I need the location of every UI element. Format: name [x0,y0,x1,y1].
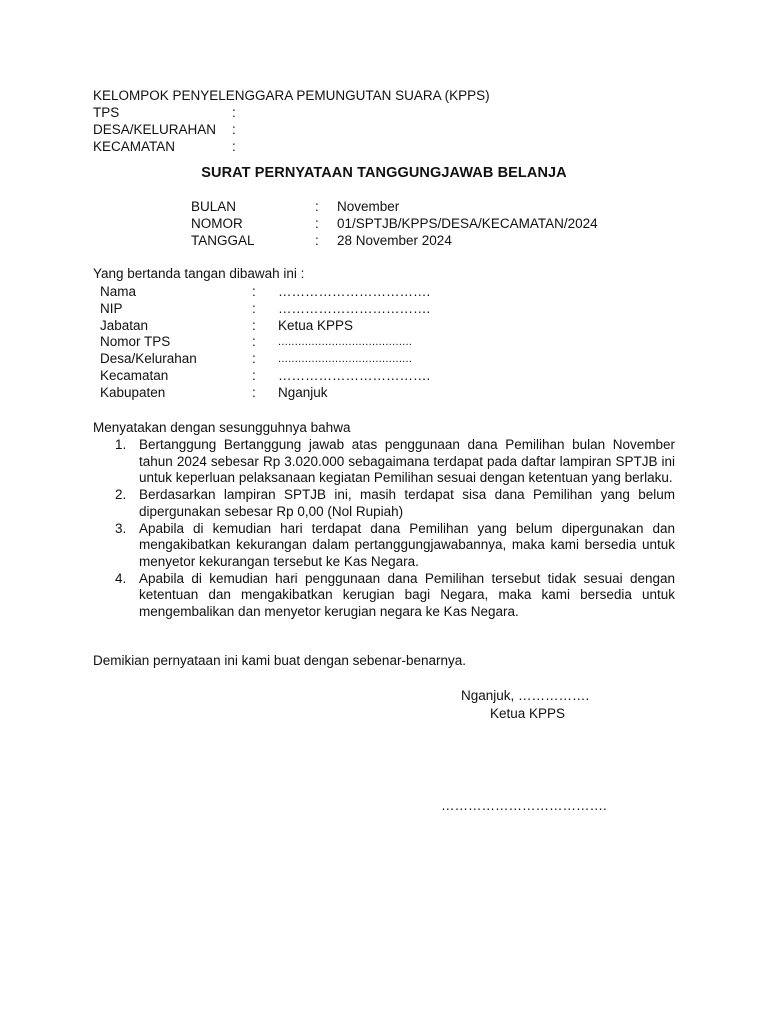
identity-row-nomor-tps [100,334,430,351]
statement-item [115,437,675,487]
meta-row-bulan [191,198,598,215]
statement-list [115,437,675,621]
statement-item [115,571,675,621]
statement-intro: Menyatakan dengan sesungguhnya bahwa [93,420,351,435]
meta-colon: : [315,216,319,231]
statement-number: 2. [115,487,127,503]
meta-row-nomor [191,215,598,232]
signature-place-date: Nganjuk, ……………. [461,688,590,703]
identity-value: Nganjuk [278,384,328,400]
identity-colon: : [252,384,256,400]
intro-text: Yang bertanda tangan dibawah ini : [93,266,305,281]
meta-label: NOMOR [191,216,243,231]
identity-colon: : [252,317,256,333]
statement-text: Berdasarkan lampiran SPTJB ini, masih terdapat sisa dana Pemilihan yang belum dipergunakan sebesar Rp 0,00 (Nol Rupiah) [139,487,675,519]
statement-text: Apabila di kemudian hari penggunaan dana Pemilihan tersebut tidak sesuai dengan ketentuan dan mengakibatkan kerugian bagi Negara, maka kami bersedia untuk mengembalikan dan menyetor kerugian negara ke Kas Negara. [139,570,675,620]
identity-row-kabupaten [100,385,430,402]
statement-text: Apabila di kemudian hari terdapat dana Pemilihan yang belum dipergunakan dan mengakibatkan kekurangan dalam pertanggungjawabannya, maka kami bersedia untuk menyetor kekurangan tersebut ke Kas Negara. [139,520,675,569]
meta-row-tanggal [191,232,598,249]
header-label: TPS [93,105,120,120]
identity-colon: : [252,284,256,299]
header-row-tps [93,104,490,121]
statement-number: 3. [115,520,127,536]
header-colon: : [232,139,236,154]
meta-colon: : [315,199,319,214]
closing-text: Demikian pernyataan ini kami buat dengan sebenar-benarnya. [93,653,466,668]
identity-row-nip [100,301,430,318]
statement-number: 1. [115,437,127,452]
header-colon: : [232,122,236,137]
organization-name: KELOMPOK PENYELENGGARA PEMUNGUTAN SUARA (KPPS) [93,88,490,103]
signature-role: Ketua KPPS [490,706,566,721]
document-meta [191,198,598,249]
meta-label: TANGGAL [191,233,255,248]
letter-header [93,87,490,155]
header-label: KECAMATAN [93,139,176,154]
identity-value: ........................................ [278,353,413,366]
header-colon: : [232,105,236,120]
identity-row-kecamatan [100,368,430,385]
identity-colon: : [252,300,256,316]
identity-row-jabatan [100,318,430,335]
identity-value: ……………………………. [278,300,431,316]
header-row-desa [93,121,490,138]
identity-value: ……………………………. [278,367,431,383]
identity-label: Desa/Kelurahan [100,351,197,367]
identity-label: Nomor TPS [100,334,171,350]
identity-label: Kecamatan [100,367,169,383]
meta-value: November [337,199,400,214]
header-label: DESA/KELURAHAN [93,122,217,137]
meta-value: 28 November 2024 [337,233,452,248]
statement-text: Bertanggung Bertanggung jawab atas penggunaan dana Pemilihan bulan November tahun 2024 sebesar Rp 3.020.000 sebagaimana terdapat pada daftar lampiran SPTJB ini untuk keperluan pelaksanaan kegiatan Pemilihan sesuai dengan ketentuan yang berlaku. [139,437,675,486]
meta-label: BULAN [191,199,237,214]
identity-row-nama [100,284,430,301]
identity-colon: : [252,334,256,350]
identity-colon: : [252,367,256,383]
header-row-kecamatan [93,138,490,155]
identity-label: Jabatan [100,317,149,333]
statement-number: 4. [115,570,127,586]
statement-item [115,487,675,520]
identity-block [100,284,430,402]
identity-row-desa [100,351,430,368]
document-title: SURAT PERNYATAAN TANGGUNGJAWAB BELANJA [201,165,567,181]
identity-value: ........................................ [278,336,413,349]
identity-value: ……………………………. [278,284,431,299]
identity-colon: : [252,351,256,367]
identity-label: Kabupaten [100,384,166,400]
meta-colon: : [315,233,319,248]
signature-name-line: ………………………………. [441,798,607,813]
identity-label: Nama [100,284,137,299]
identity-label: NIP [100,300,123,316]
statement-item [115,521,675,571]
identity-value: Ketua KPPS [278,317,354,333]
meta-value: 01/SPTJB/KPPS/DESA/KECAMATAN/2024 [337,216,598,231]
